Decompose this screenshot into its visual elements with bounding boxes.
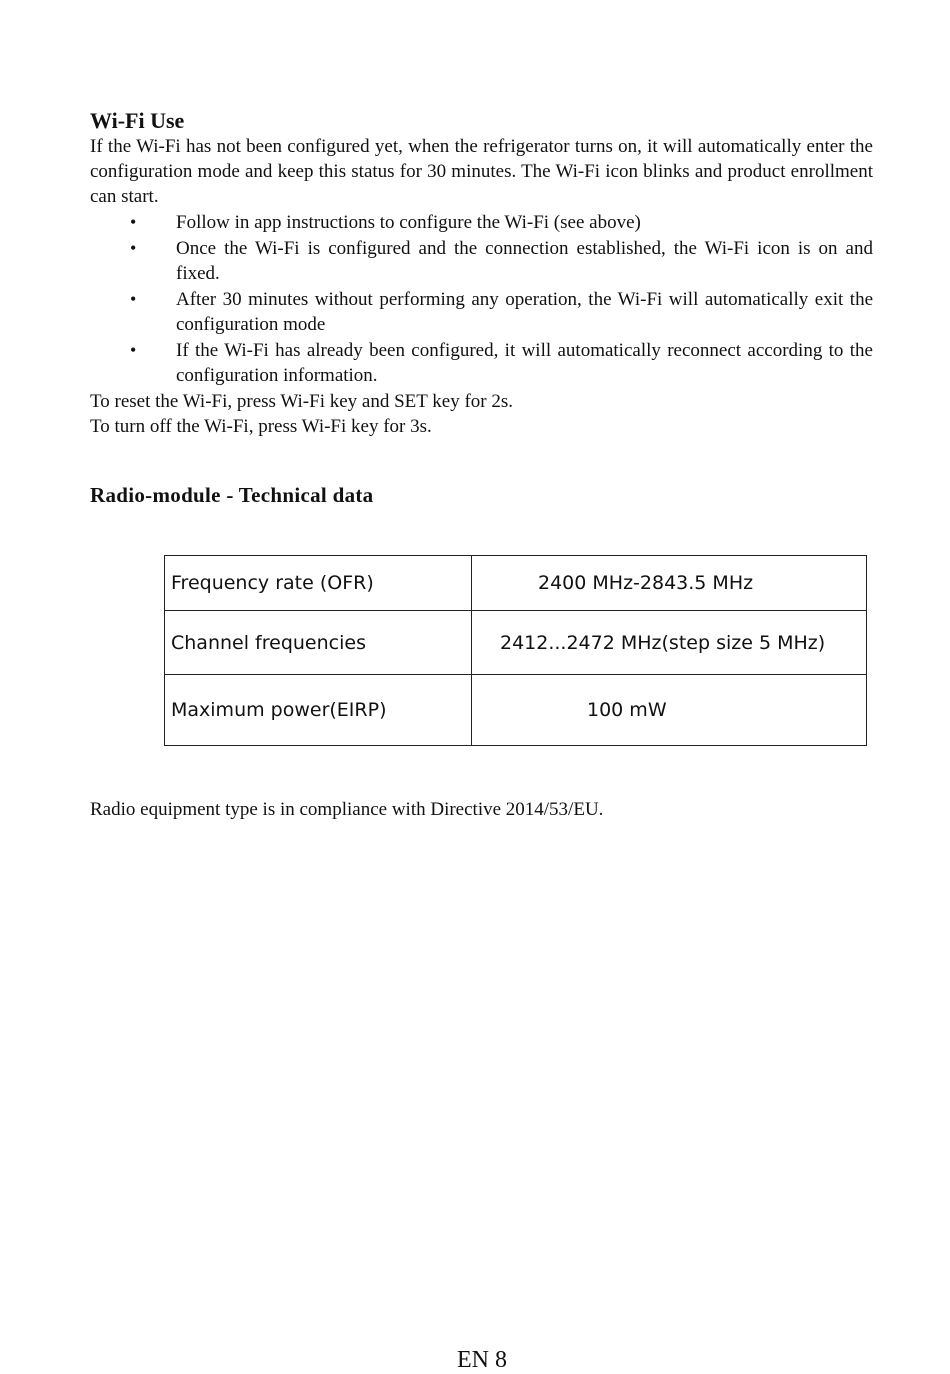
- compliance-statement: Radio equipment type is in compliance with Directive 2014/53/EU.: [90, 799, 604, 820]
- list-item: • After 30 minutes without performing any operation, the Wi-Fi will automatically exit the configuration mode: [130, 289, 873, 335]
- wifi-reset-instruction: To reset the Wi-Fi, press Wi-Fi key and SET key for 2s.: [90, 391, 514, 412]
- spec-value: 2412...2472 MHz(step size 5 MHz): [472, 611, 867, 675]
- spec-value: 2400 MHz-2843.5 MHz: [472, 556, 867, 611]
- wifi-intro: If the Wi-Fi has not been configured yet, when the refrigerator turns on, it will automatically enter the configuration mode and keep this status for 30 minutes. The Wi-Fi icon blinks and product enrollment can start.: [90, 136, 873, 207]
- wifi-title: Wi-Fi Use: [90, 108, 185, 133]
- radio-spec-table: [164, 555, 867, 746]
- table-row: [165, 611, 867, 675]
- radio-title: Radio-module - Technical data: [90, 483, 374, 507]
- wifi-turn-off-instruction: To turn off the Wi-Fi, press Wi-Fi key for 3s.: [90, 416, 432, 437]
- spec-label: Maximum power(EIRP): [165, 675, 472, 746]
- bullet-icon: •: [130, 289, 137, 309]
- spec-label: Frequency rate (OFR): [165, 556, 472, 611]
- page-number: EN 8: [457, 1347, 507, 1373]
- list-item: • Once the Wi-Fi is configured and the connection established, the Wi-Fi icon is on and fixed.: [130, 238, 873, 284]
- bullet-icon: •: [130, 212, 137, 232]
- spec-value: 100 mW: [472, 675, 867, 746]
- list-item: • If the Wi-Fi has already been configured, it will automatically reconnect according to the configuration information.: [130, 340, 873, 386]
- wifi-bullet-list: [90, 210, 873, 388]
- wifi-section: [90, 108, 873, 439]
- bullet-icon: •: [130, 340, 137, 360]
- table-row: [165, 675, 867, 746]
- spec-label: Channel frequencies: [165, 611, 472, 675]
- bullet-icon: •: [130, 238, 137, 258]
- table-row: [165, 556, 867, 611]
- list-item: • Follow in app instructions to configure the Wi-Fi (see above): [130, 212, 641, 233]
